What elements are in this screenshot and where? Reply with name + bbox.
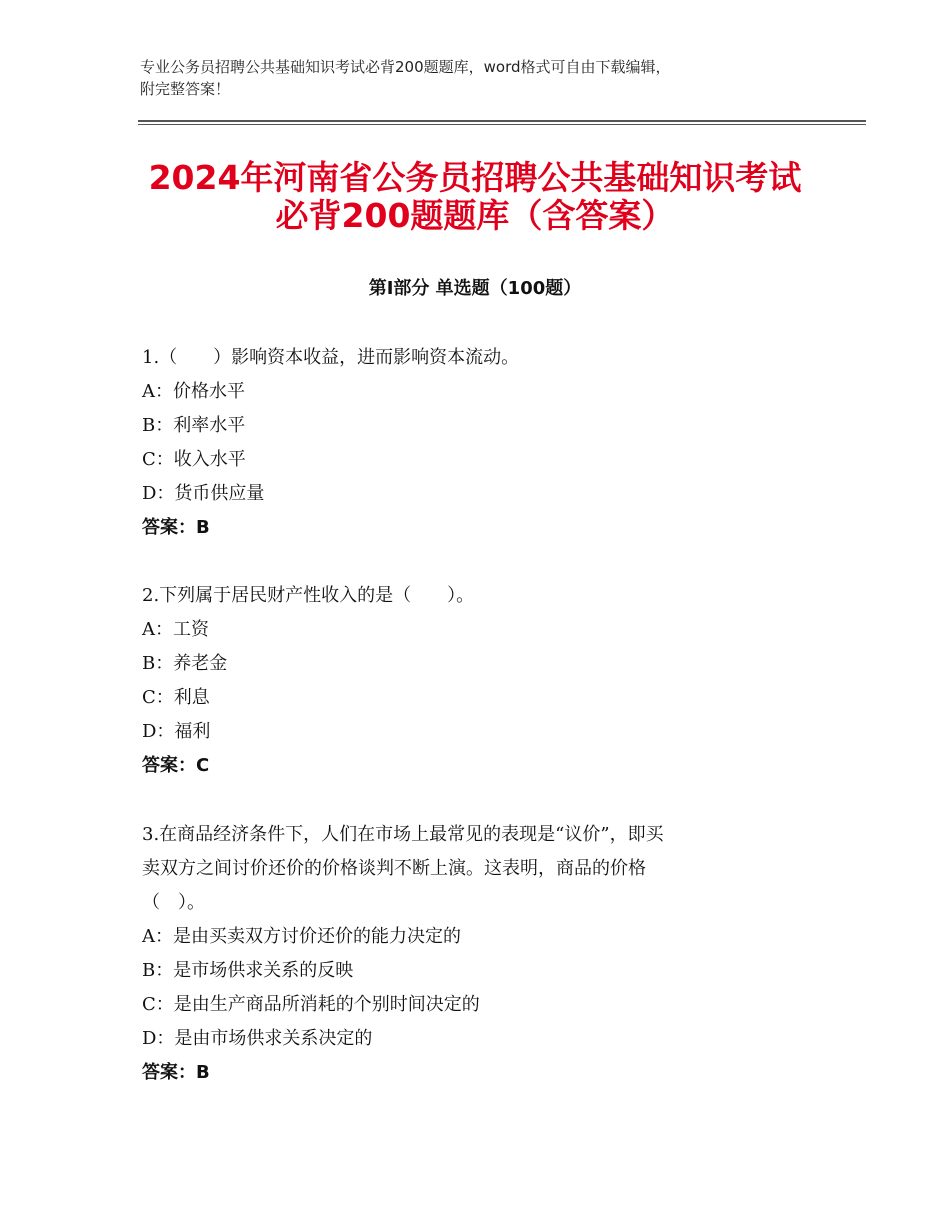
question-1-option-a: A：价格水平 <box>142 381 245 402</box>
question-3-option-b: B：是市场供求关系的反映 <box>142 960 354 981</box>
question-3-stem-line-1: 3.在商品经济条件下，人们在市场上最常见的表现是“议价”，即买 <box>142 824 664 845</box>
header-note <box>140 56 830 100</box>
question-2-option-a: A：工资 <box>142 619 209 640</box>
document-title-line-2: 必背200题题库（含答案） <box>275 196 675 235</box>
header-rule-thin <box>138 124 866 125</box>
header-note-line-1: 专业公务员招聘公共基础知识考试必背200题题库，word格式可自由下载编辑， <box>140 58 671 76</box>
question-1-option-d: D：货币供应量 <box>142 483 265 504</box>
question-3-option-d: D：是由市场供求关系决定的 <box>142 1028 373 1049</box>
header-note-line-2: 附完整答案！ <box>140 80 231 98</box>
question-2-stem: 2.下列属于居民财产性收入的是（ ）。 <box>142 585 475 606</box>
question-1-option-c: C：收入水平 <box>142 449 246 470</box>
question-3-stem-line-2: 卖双方之间讨价还价的价格谈判不断上演。这表明，商品的价格 <box>142 858 646 879</box>
document-title-line-1: 2024年河南省公务员招聘公共基础知识考试 <box>148 158 802 197</box>
question-2-option-b: B：养老金 <box>142 653 228 674</box>
question-1 <box>142 341 822 545</box>
question-3-option-a: A：是由买卖双方讨价还价的能力决定的 <box>142 926 461 947</box>
question-1-stem: 1.（ ）影响资本收益，进而影响资本流动。 <box>142 347 520 368</box>
question-3 <box>142 818 822 1090</box>
question-3-stem-line-3: （ ）。 <box>142 892 205 913</box>
question-2 <box>142 579 822 783</box>
question-2-option-c: C：利息 <box>142 687 210 708</box>
question-1-answer: 答案：B <box>142 517 210 538</box>
question-2-option-d: D：福利 <box>142 721 211 742</box>
question-1-option-b: B：利率水平 <box>142 415 246 436</box>
question-3-option-c: C：是由生产商品所消耗的个别时间决定的 <box>142 994 480 1015</box>
question-3-answer: 答案：B <box>142 1062 210 1083</box>
question-2-answer: 答案：C <box>142 755 210 776</box>
header-rule-thick <box>138 120 866 122</box>
section-heading: 第Ⅰ部分 单选题（100题） <box>368 278 582 299</box>
